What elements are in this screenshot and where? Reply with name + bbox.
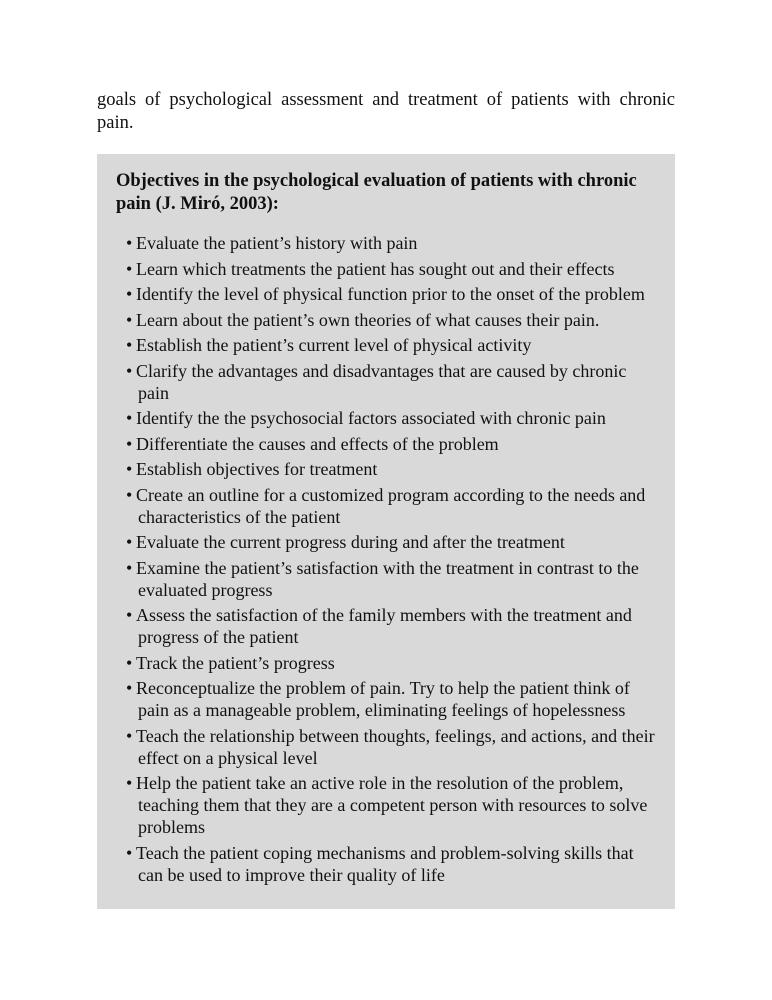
list-item: • Teach the relationship between thoughts, feelings, and actions, and their effect on a physical level bbox=[126, 725, 655, 768]
list-item: • Establish the patient’s current level of physical activity bbox=[126, 335, 532, 355]
objectives-box bbox=[97, 154, 675, 909]
list-item: • Create an outline for a customized program according to the needs and characteristics of the patient bbox=[126, 484, 646, 527]
list-item: • Evaluate the patient’s history with pain bbox=[126, 233, 418, 253]
list-item: • Track the patient’s progress bbox=[126, 652, 335, 673]
bullet-icon: • bbox=[126, 678, 133, 698]
bullet-icon: • bbox=[126, 725, 133, 746]
list-item: • Learn which treatments the patient has sought out and their effects bbox=[126, 258, 615, 279]
bullet-icon: • bbox=[126, 284, 133, 304]
bullet-icon: • bbox=[126, 842, 133, 863]
list-item: • Clarify the advantages and disadvantages that are caused by chronic pain bbox=[126, 360, 627, 403]
list-item: • Evaluate the current progress during and after the treatment bbox=[126, 532, 565, 552]
objectives-title: Objectives in the psychological evaluation of patients with chronic pain (J. Miró, 2003): bbox=[116, 171, 637, 214]
bullet-icon: • bbox=[126, 258, 133, 279]
bullet-icon: • bbox=[126, 408, 133, 428]
list-item: • Assess the satisfaction of the family members with the treatment and progress of the patient bbox=[126, 605, 632, 647]
bullet-icon: • bbox=[126, 605, 133, 625]
bullet-icon: • bbox=[126, 532, 133, 552]
list-item: • Help the patient take an active role in the resolution of the problem, teaching them that they are a competent person with resources to solve problems bbox=[126, 773, 648, 837]
list-item: • Reconceptualize the problem of pain. Try to help the patient think of pain as a manageable problem, eliminating feelings of hopelessness bbox=[126, 678, 630, 720]
list-item: • Establish objectives for treatment bbox=[126, 459, 378, 479]
bullet-icon: • bbox=[126, 557, 133, 578]
list-item: • Identify the level of physical function prior to the onset of the problem bbox=[126, 284, 645, 304]
list-item: • Learn about the patient’s own theories of what causes their pain. bbox=[126, 309, 600, 330]
bullet-icon: • bbox=[126, 459, 133, 479]
bullet-icon: • bbox=[126, 360, 133, 381]
bullet-icon: • bbox=[126, 652, 133, 673]
bullet-icon: • bbox=[126, 773, 133, 793]
objectives-list bbox=[116, 232, 655, 886]
bullet-icon: • bbox=[126, 233, 133, 253]
bullet-icon: • bbox=[126, 433, 133, 454]
list-item: • Differentiate the causes and effects of the problem bbox=[126, 433, 499, 454]
bullet-icon: • bbox=[126, 484, 133, 505]
list-item: • Teach the patient coping mechanisms and problem-solving skills that can be used to improve their quality of life bbox=[126, 842, 634, 885]
intro-paragraph: goals of psychological assessment and treatment of patients with chronic pain. bbox=[97, 90, 675, 133]
bullet-icon: • bbox=[126, 335, 133, 355]
bullet-icon: • bbox=[126, 309, 133, 330]
list-item: • Examine the patient’s satisfaction with the treatment in contrast to the evaluated progress bbox=[126, 557, 639, 600]
list-item: • Identify the the psychosocial factors associated with chronic pain bbox=[126, 408, 606, 428]
